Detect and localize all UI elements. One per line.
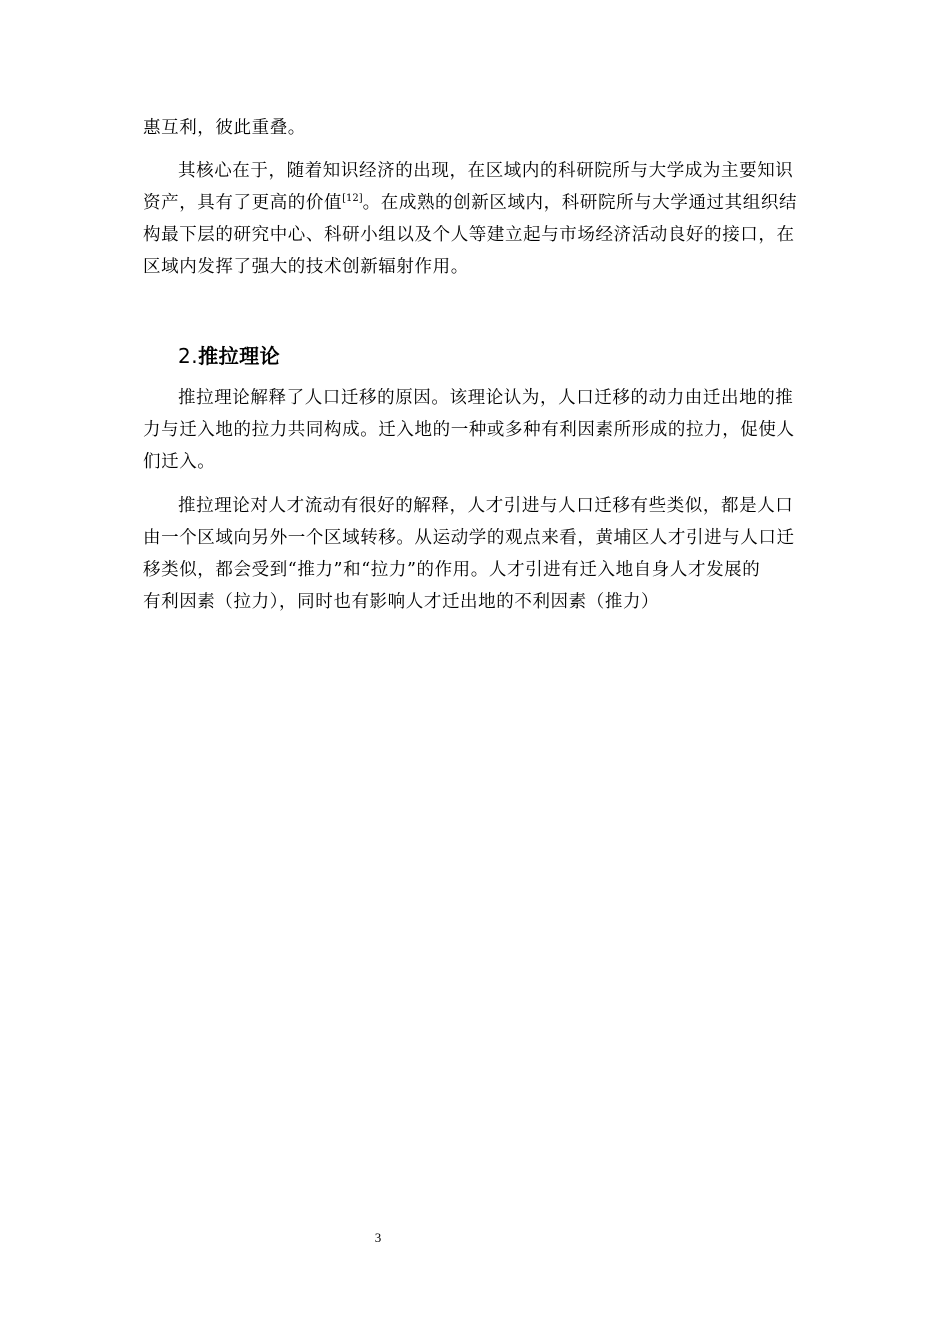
paragraph-push-pull-definition <box>143 382 833 478</box>
section-heading <box>178 340 280 372</box>
paragraph-line: 其核心在于，随着知识经济的出现，在区域内的科研院所与大学成为主要知识 <box>178 161 794 181</box>
paragraph-line: 移类似，都会受到“推力”和“拉力”的作用。人才引进有迁入地自身人才发展的 <box>143 560 761 580</box>
paragraph-line: 有利因素（拉力），同时也有影响人才迁出地的不利因素（推力） <box>143 592 660 612</box>
paragraph-talent-flow <box>143 490 833 618</box>
line-text: 。在成熟的创新区域内，科研院所与大学通过其组织结 <box>362 193 798 213</box>
paragraph-line: 们迁入。 <box>143 452 216 472</box>
paragraph-line: 推拉理论对人才流动有很好的解释，人才引进与人口迁移有些类似，都是人口 <box>178 496 794 516</box>
line-text: 资产，具有了更高的价值 <box>143 193 343 213</box>
paragraph-line: 推拉理论解释了人口迁移的原因。该理论认为，人口迁移的动力由迁出地的推 <box>178 388 794 408</box>
paragraph-line <box>143 187 833 219</box>
paragraph-line: 区域内发挥了强大的技术创新辐射作用。 <box>143 257 469 277</box>
paragraph-line: 由一个区域向另外一个区域转移。从运动学的观点来看，黄埔区人才引进与人口迁 <box>143 528 795 548</box>
page-number: 3 <box>374 1230 382 1245</box>
section-number: 2. <box>178 344 199 368</box>
paragraph-continuation <box>143 112 833 144</box>
paragraph-line: 构最下层的研究中心、科研小组以及个人等建立起与市场经济活动良好的接口，在 <box>143 225 795 245</box>
paragraph-line: 惠互利，彼此重叠。 <box>143 118 306 138</box>
section-title: 推拉理论 <box>198 344 281 368</box>
paragraph-core <box>143 155 833 283</box>
citation-marker: [12] <box>342 193 363 205</box>
paragraph-line: 力与迁入地的拉力共同构成。迁入地的一种或多种有利因素所形成的拉力，促使人 <box>143 420 795 440</box>
